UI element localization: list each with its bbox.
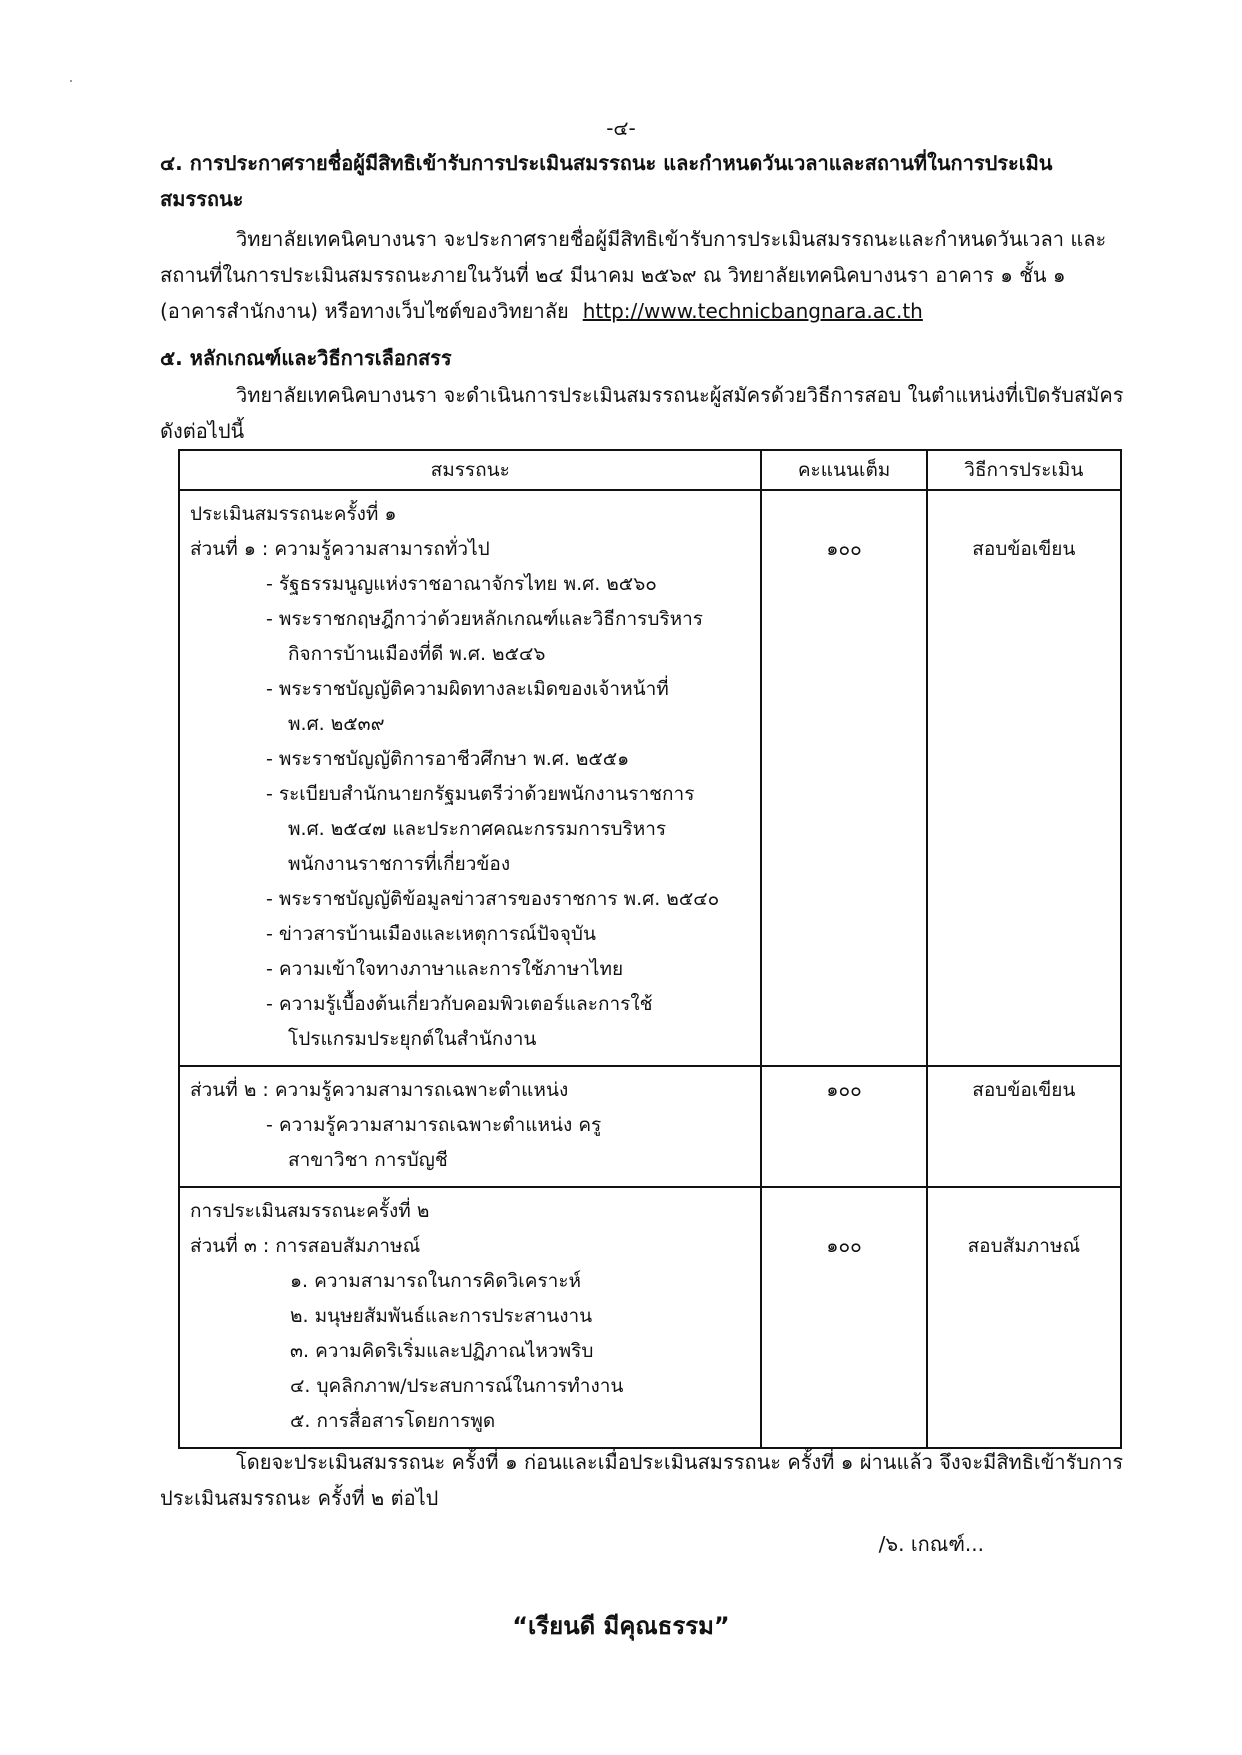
part1-score: ๑๐๐: [826, 538, 862, 560]
header-full-score: คะแนนเต็ม: [761, 450, 926, 490]
continuation-note: /๖. เกณฑ์...: [878, 1532, 984, 1556]
list-item: - ข่าวสารบ้านเมืองและเหตุการณ์ปัจจุบัน: [266, 923, 596, 945]
list-item: - รัฐธรรมนูญแห่งราชอาณาจักรไทย พ.ศ. ๒๕๖๐: [266, 573, 657, 595]
round2-title: การประเมินสมรรถนะครั้งที่ ๒: [190, 1200, 430, 1222]
list-item: - พระราชบัญญัติการอาชีวศึกษา พ.ศ. ๒๕๕๑: [266, 748, 630, 770]
section5-heading: ๕. หลักเกณฑ์และวิธีการเลือกสรร: [160, 346, 452, 370]
list-item: ๔. บุคลิกภาพ/ประสบการณ์ในการทำงาน: [290, 1375, 624, 1397]
competency-table: [178, 449, 1122, 1449]
list-item: - ความรู้เบื้องต้นเกี่ยวกับคอมพิวเตอร์และการใช้: [266, 993, 653, 1015]
list-item-continuation: โปรแกรมประยุกต์ในสำนักงาน: [288, 1028, 537, 1050]
page-number: -๔-: [606, 116, 636, 140]
list-item-continuation: สาขาวิชา การบัญชี: [288, 1149, 448, 1171]
list-item: - พระราชบัญญัติข้อมูลข่าวสารของราชการ พ.ศ. ๒๕๔๐: [266, 888, 720, 910]
list-item: - ระเบียบสำนักนายกรัฐมนตรีว่าด้วยพนักงานราชการ: [266, 783, 695, 805]
section5-body: วิทยาลัยเทคนิคบางนรา จะดำเนินการประเมินสมรรถนะผู้สมัครด้วยวิธีการสอบ ในตำแหน่งที่เปิดรับสมัคร ดังต่อไปนี้: [160, 383, 1124, 443]
list-item: ๓. ความคิดริเริ่มและปฏิภาณไหวพริบ: [290, 1340, 594, 1362]
table-row: [179, 490, 1121, 1066]
part2-method: สอบข้อเขียน: [972, 1079, 1076, 1101]
part1-title: ส่วนที่ ๑ : ความรู้ความสามารถทั่วไป: [190, 538, 490, 560]
list-item: - ความรู้ความสามารถเฉพาะตำแหน่ง ครู: [266, 1114, 602, 1136]
list-item: - พระราชกฤษฎีกาว่าด้วยหลักเกณฑ์และวิธีการบริหาร: [266, 608, 704, 630]
part2-score: ๑๐๐: [826, 1079, 862, 1101]
part2-title: ส่วนที่ ๒ : ความรู้ความสามารถเฉพาะตำแหน่ง: [190, 1079, 569, 1101]
round1-title: ประเมินสมรรถนะครั้งที่ ๑: [190, 503, 397, 525]
section4-heading: ๔. การประกาศรายชื่อผู้มีสิทธิเข้ารับการประเมินสมรรถนะ และกำหนดวันเวลาและสถานที่ในการประเมินสมรรถนะ: [160, 151, 1053, 211]
part1-method: สอบข้อเขียน: [972, 538, 1076, 560]
part3-score: ๑๐๐: [826, 1235, 862, 1257]
list-item-continuation: พนักงานราชการที่เกี่ยวข้อง: [288, 853, 511, 875]
closing-paragraph: โดยจะประเมินสมรรถนะ ครั้งที่ ๑ ก่อนและเมื่อประเมินสมรรถนะ ครั้งที่ ๑ ผ่านแล้ว จึงจะมีสิทธิเข้ารับการประเมินสมรรถนะ ครั้งที่ ๒ ต่อไป: [160, 1450, 1124, 1510]
list-item-continuation: พ.ศ. ๒๕๓๙: [288, 713, 385, 735]
part3-title: ส่วนที่ ๓ : การสอบสัมภาษณ์: [190, 1235, 421, 1257]
table-row: [179, 1066, 1121, 1187]
part3-method: สอบสัมภาษณ์: [967, 1235, 1081, 1257]
header-method: วิธีการประเมิน: [927, 450, 1121, 490]
list-item-continuation: กิจการบ้านเมืองที่ดี พ.ศ. ๒๕๔๖: [288, 643, 546, 665]
list-item: - พระราชบัญญัติความผิดทางละเมิดของเจ้าหน้าที่: [266, 678, 669, 700]
college-motto: “เรียนดี มีคุณธรรม”: [512, 1612, 730, 1640]
table-header-row: [179, 450, 1121, 490]
list-item: ๕. การสื่อสารโดยการพูด: [290, 1410, 496, 1432]
list-item: - ความเข้าใจทางภาษาและการใช้ภาษาไทย: [266, 958, 624, 980]
scan-speck: [70, 80, 72, 82]
list-item: ๑. ความสามารถในการคิดวิเคราะห์: [290, 1270, 582, 1292]
college-website-link[interactable]: http://www.technicbangnara.ac.th: [582, 299, 923, 323]
header-competency: สมรรถนะ: [179, 450, 761, 490]
list-item-continuation: พ.ศ. ๒๕๔๗ และประกาศคณะกรรมการบริหาร: [288, 818, 667, 840]
section4-body: [160, 221, 1132, 329]
section4-body-text: วิทยาลัยเทคนิคบางนรา จะประกาศรายชื่อผู้มีสิทธิเข้ารับการประเมินสมรรถนะและกำหนดวันเวลา และสถานที่ในการประเมินสมรรถนะภายในวันที่ ๒๔ มีนาคม ๒๕๖๙ ณ วิทยาลัยเทคนิคบางนรา อาคาร ๑ ชั้น ๑ (อาคารสำนักงาน) หรือทางเว็บไซต์ของวิทยาลัย: [160, 227, 1107, 323]
table-row: [179, 1187, 1121, 1448]
list-item: ๒. มนุษยสัมพันธ์และการประสานงาน: [290, 1305, 593, 1327]
